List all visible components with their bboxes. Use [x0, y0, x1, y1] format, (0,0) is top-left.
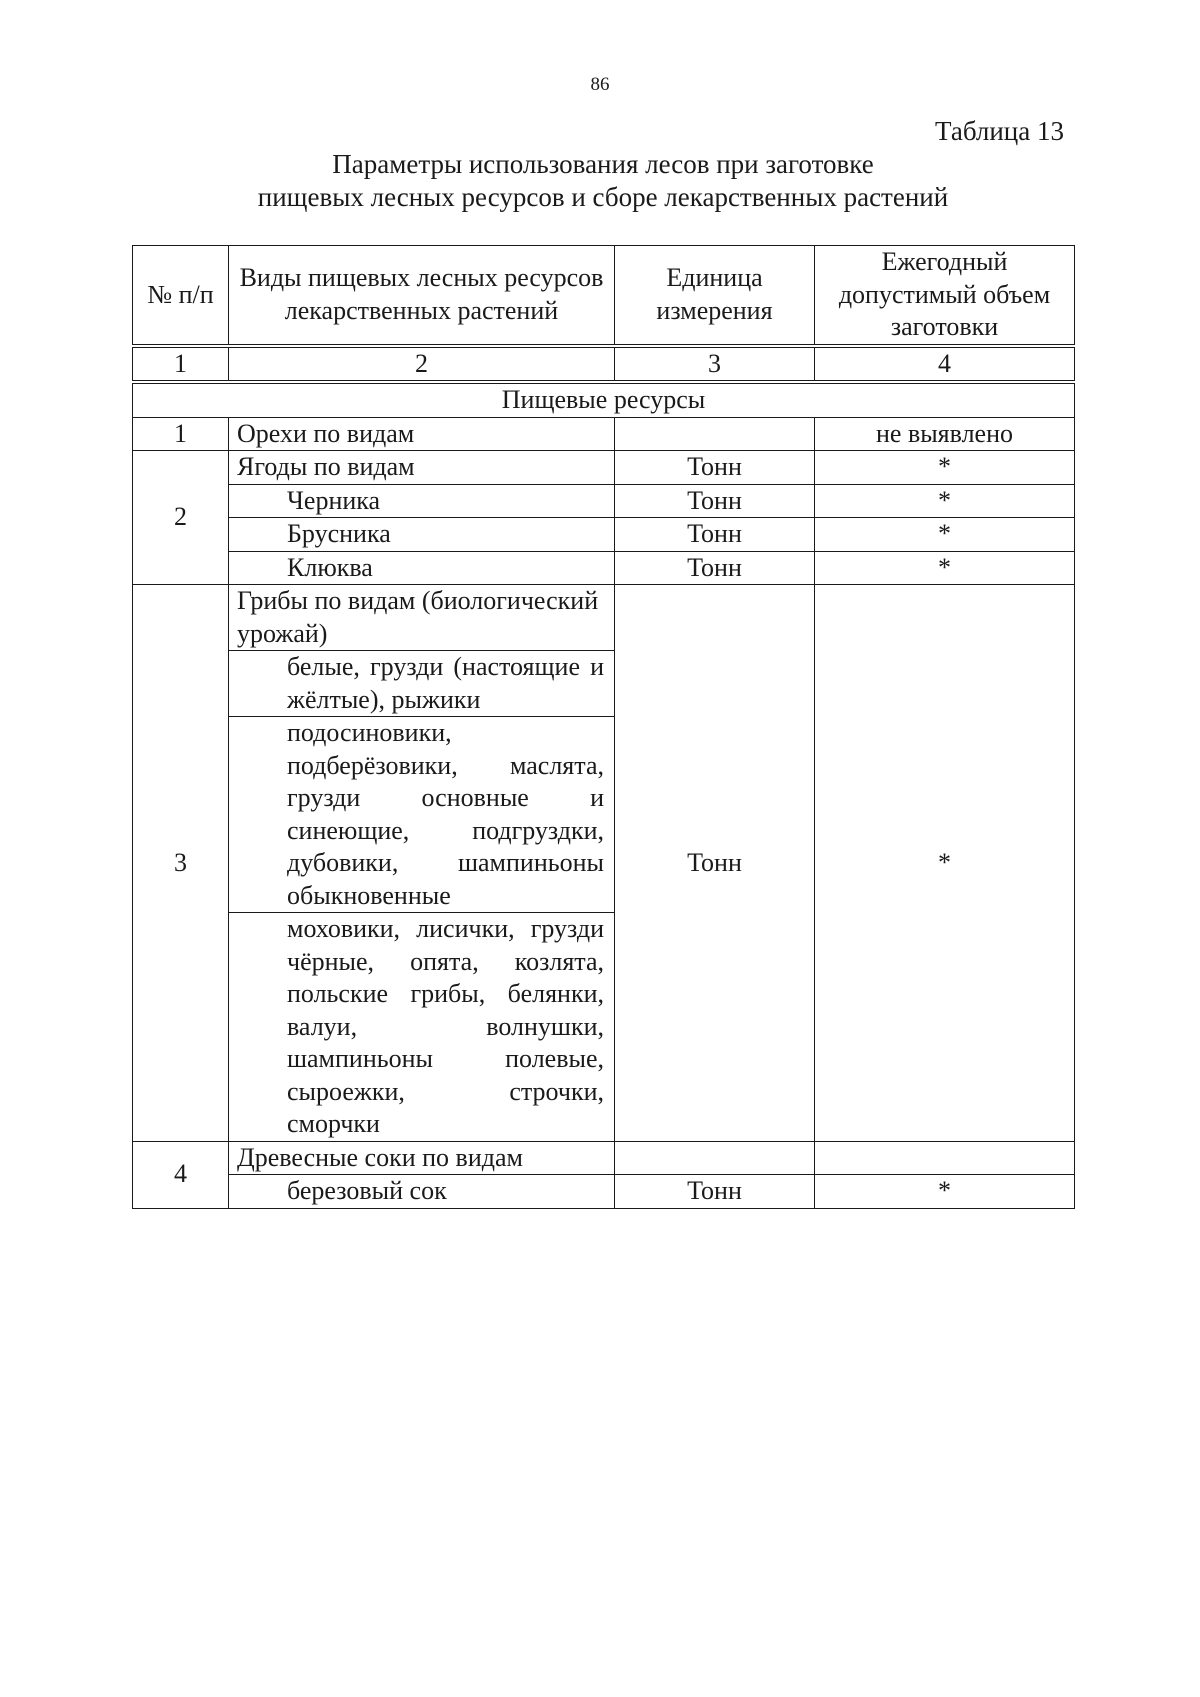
resource-name: Орехи по видам [229, 417, 615, 451]
resource-name: Черника [229, 484, 615, 518]
table-row [133, 585, 1075, 651]
volume-cell: * [815, 451, 1075, 485]
table-row [133, 1175, 1075, 1209]
header-number: № п/п [133, 246, 229, 345]
volume-cell: * [815, 484, 1075, 518]
resource-name: Грибы по видам (биологический урожай) [229, 585, 615, 651]
header-resource-type: Виды пищевых лесных ресурсов лекарственных растений [229, 246, 615, 345]
unit-cell: Тонн [615, 484, 815, 518]
page-number: 86 [590, 74, 610, 95]
volume-cell: * [815, 585, 1075, 1142]
resource-name: подосиновики, подберёзовики, маслята, грузди основные и синеющие, подгруздки, дубовики, шампиньоны обыкновенные [229, 717, 615, 913]
resource-name: моховики, лисички, грузди чёрные, опята, козлята, польские грибы, белянки, валуи, волнушки, шампиньоны полевые, сыроежки, строчки, сморчки [229, 913, 615, 1142]
unit-cell: Тонн [615, 451, 815, 485]
section-title: Пищевые ресурсы [133, 384, 1075, 418]
unit-cell: Тонн [615, 585, 815, 1142]
column-number: 2 [229, 347, 615, 381]
row-number: 1 [133, 417, 229, 451]
section-row [133, 384, 1075, 418]
volume-cell: * [815, 1175, 1075, 1209]
resources-table [132, 245, 1075, 1209]
header-unit: Единица измерения [615, 246, 815, 345]
table-row [133, 484, 1075, 518]
row-number: 3 [133, 585, 229, 1142]
unit-cell: Тонн [615, 518, 815, 552]
table-row [133, 518, 1075, 552]
unit-cell [615, 1141, 815, 1175]
volume-cell: * [815, 551, 1075, 585]
resource-name: Брусника [229, 518, 615, 552]
volume-cell [815, 1141, 1075, 1175]
unit-cell [615, 417, 815, 451]
unit-cell: Тонн [615, 551, 815, 585]
unit-cell: Тонн [615, 1175, 815, 1209]
header-annual-volume: Ежегодный допустимый объем заготовки [815, 246, 1075, 345]
column-number-row [133, 347, 1075, 381]
resource-name: березовый сок [229, 1175, 615, 1209]
table-label: Таблица 13 [935, 116, 1064, 146]
table-row [133, 1141, 1075, 1175]
table-title [133, 148, 1073, 214]
column-number: 4 [815, 347, 1075, 381]
table-header-row [133, 246, 1075, 345]
table-row [133, 417, 1075, 451]
column-number: 3 [615, 347, 815, 381]
row-number: 4 [133, 1141, 229, 1208]
table-row [133, 551, 1075, 585]
table-row [133, 451, 1075, 485]
column-number: 1 [133, 347, 229, 381]
table-title-line-2: пищевых лесных ресурсов и сборе лекарственных растений [257, 182, 949, 212]
table-title-line-1: Параметры использования лесов при заготовке [332, 149, 874, 179]
volume-cell: не выявлено [815, 417, 1075, 451]
row-number: 2 [133, 451, 229, 585]
resource-name: Клюква [229, 551, 615, 585]
resource-name: Древесные соки по видам [229, 1141, 615, 1175]
volume-cell: * [815, 518, 1075, 552]
resource-name: Ягоды по видам [229, 451, 615, 485]
resource-name: белые, грузди (настоящие и жёлтые), рыжики [229, 651, 615, 717]
